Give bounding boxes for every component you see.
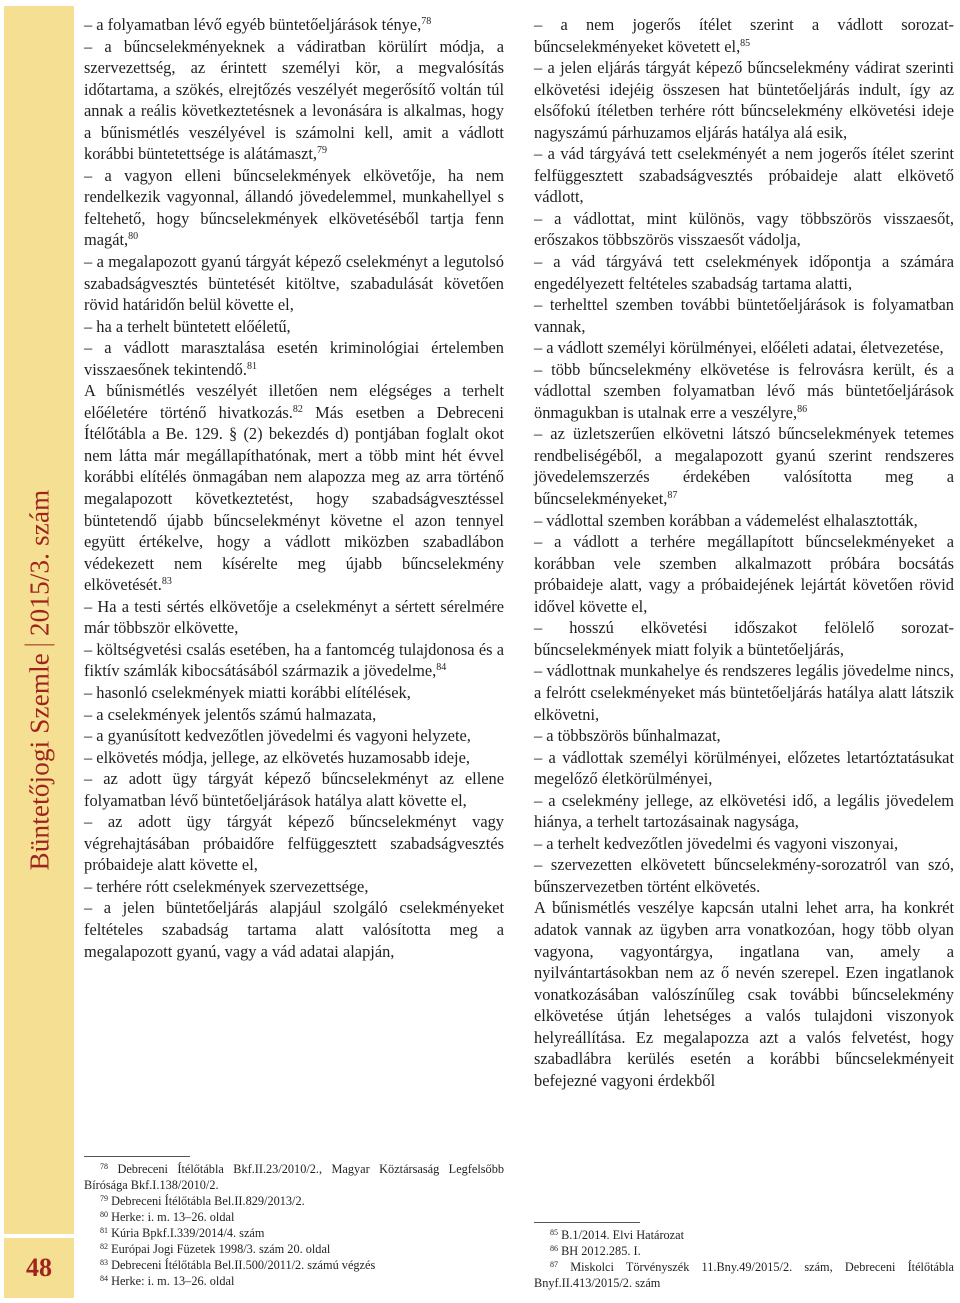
footnote-ref: 87 xyxy=(667,490,678,502)
paragraph xyxy=(534,660,954,725)
paragraph-text: – több bűncselekmény elkövetése is felrovásra került, és a vádlottal szemben folyamatban lévő más büntetőeljárások önmagukban is utalnak erre a veszélyre, xyxy=(534,359,954,422)
paragraph xyxy=(84,747,504,769)
footnote-text: Kúria Bpkf.I.339/2014/4. szám xyxy=(111,1226,265,1240)
footnote-text: BH 2012.285. I. xyxy=(561,1244,641,1258)
journal-separator xyxy=(25,644,55,645)
paragraph-text: A bűnismétlés veszélye kapcsán utalni lehet arra, ha konkrét adatok vannak az ügyben arra vonatkozóan, hogy több olyan vagyona, vagyontárgya, ingatlana van, amely a nyilvántartásokban nem az ő nevén szerepel. Ezen ingatlanok vonatkozásában valószínűleg csak további bűncselekmény elkövetése útján lehetséges a valós tulajdoni viszonyok helyreállítása. Ez megalapozza azt a valós felvetést, hogy szabadlábra kerülés esetén a korábbi bűncselekményeit befejezné vagyoni érdekből xyxy=(534,898,954,1090)
paragraph-text: – az adott ügy tárgyát képező bűncselekményt az ellene folyamatban lévő büntetőeljárások hatálya alatt követte el, xyxy=(84,769,504,810)
footnote-text: Debreceni Ítélőtábla Bel.II.500/2011/2. számú végzés xyxy=(111,1258,376,1272)
paragraph-text: – vádlottal szemben korábban a vádemelést elhalasztották, xyxy=(534,510,918,530)
paragraph-text: – terhelttel szemben további büntetőeljárások is folyamatban vannak, xyxy=(534,295,954,336)
paragraph xyxy=(84,36,504,165)
footnote-ref: 86 xyxy=(797,403,808,415)
paragraph xyxy=(84,337,504,380)
paragraph-text: – a többszörös bűnhalmazat, xyxy=(534,726,721,746)
paragraph xyxy=(84,380,504,595)
paragraph xyxy=(84,165,504,251)
paragraph xyxy=(534,854,954,897)
paragraph xyxy=(534,337,954,359)
paragraph-text: – a vádlottat, mint különös, vagy többszörös visszaesőt, erőszakos többszörös visszaesőt vádolja, xyxy=(534,208,954,250)
paragraph-text: Más esetben a Debreceni Ítélőtábla a Be. 129. § (2) bekezdés d) pontjában foglalt okot nem látta már megállapíthatónak, mert a több mint hét évvel korábbi elítélés önmagában nem alapozza meg az arra történő megalapozott következtetést, hogy szabadságvesztéssel büntetendő újabb bűncselekményt követne el azon tennyel együtt értékelve, hogy a vádlott miközben szabadlábon védekezett nem kísérelte meg újabb bűncselekmény elkövetését. xyxy=(84,402,504,595)
paragraph-text: – Ha a testi sértés elkövetője a cselekményt a sértett sérelmére már többször elkövette, xyxy=(84,596,504,638)
footnote-ref: 82 xyxy=(292,403,303,415)
paragraph xyxy=(534,251,954,294)
footnote-ref: 78 xyxy=(421,16,432,27)
paragraph xyxy=(534,747,954,790)
footnote-text: Herke: i. m. 13–26. oldal xyxy=(111,1210,235,1224)
paragraph-text: A bűnismétlés veszélyét illetően nem elégséges a terhelt előéletére történő hivatkozás. xyxy=(84,381,504,422)
paragraph-text: – terhére rótt cselekmények szervezettsége, xyxy=(84,876,369,896)
paragraph xyxy=(534,294,954,337)
paragraph xyxy=(534,208,954,251)
footnote-rule xyxy=(534,1222,640,1223)
paragraph-text: – a cselekmény jellege, az elkövetési idő, a legális jövedelem hiánya, a terhelt tartozásainak nagysága, xyxy=(534,790,954,832)
footnote-ref: 83 xyxy=(161,576,172,588)
footnote: $^{81}$ Kúria Bpkf.I.339/2014/4. szám xyxy=(100,1226,265,1240)
footnote: $^{82}$ Európai Jogi Füzetek 1998/3. szám 20. oldal xyxy=(100,1242,331,1256)
paragraph-text: – a vagyon elleni bűncselekmények elkövetője, ha nem rendelkezik vagyonnal, állandó jövedelemmel, munkahellyel s feltehető, hogy bűncselekmények elkövetéséből tartja fenn magát, xyxy=(84,165,504,250)
paragraph xyxy=(84,704,504,726)
footnote: $^{79}$ Debreceni Ítélőtábla Bel.II.829/2013/2. xyxy=(100,1194,305,1208)
paragraph-text: – hosszú elkövetési időszakot felölelő sorozat-bűncselekmények miatt folyik a büntetőeljárás, xyxy=(534,618,954,659)
paragraph xyxy=(534,531,954,617)
paragraph xyxy=(534,57,954,143)
paragraph xyxy=(84,14,504,36)
footnote-ref: 81 xyxy=(246,360,257,372)
paragraph-text: – a jelen eljárás tárgyát képező bűncselekmény vádirat szerinti elkövetési idejéig összesen hat büntetőeljárás indult, így az elsőfokú ítéletben terhére rótt bűncselekmény elkövetési ideje nagyszámú párhuzamos eljárás hatálya alá esik, xyxy=(534,58,954,142)
paragraph xyxy=(534,423,954,509)
paragraph-text: – a nem jogerős ítélet szerint a vádlott sorozat-bűncselekményeket követett el, xyxy=(534,15,954,56)
footnote-ref: 80 xyxy=(128,231,139,243)
paragraph-text: – költségvetési csalás esetében, ha a fantomcég tulajdonosa és a fiktív számlák kibocsátásából származik a jövedelme, xyxy=(84,639,504,681)
paragraph-text: – a cselekmények jelentős számú halmazata, xyxy=(84,704,377,724)
paragraph-text: – ha a terhelt büntetett előéletű, xyxy=(84,316,291,336)
paragraph-text: – az adott ügy tárgyát képező bűncselekményt vagy végrehajtásában próbaidőre felfüggesztett szabadságvesztés próbaideje alatt követte el, xyxy=(84,812,504,875)
paragraph xyxy=(84,639,504,682)
page-number: 48 xyxy=(26,1253,52,1282)
paragraph xyxy=(84,876,504,898)
footnotes-left xyxy=(84,1156,504,1289)
paragraph xyxy=(84,811,504,876)
paragraph-text: – a jelen büntetőeljárás alapjául szolgáló cselekményeket feltételes szabadság tartama alatt valósította meg a megalapozott gyanú, vagy a vád adatai alapján, xyxy=(84,898,504,961)
paragraph-text: – vádlottnak munkahelye és rendszeres legális jövedelme nincs, a felrótt cselekményeket más büntetőeljárás hatálya alatt látszik elkövetni, xyxy=(534,661,954,724)
paragraph-text: – a megalapozott gyanú tárgyát képező cselekményt a legutolsó szabadságvesztés büntetését kitöltve, szabadulását követően rövid határidőn belül követte el, xyxy=(84,252,504,315)
paragraph xyxy=(534,725,954,747)
paragraph xyxy=(84,897,504,962)
footnote: $^{86}$ BH 2012.285. I. xyxy=(550,1244,641,1258)
paragraph xyxy=(534,790,954,833)
paragraph-text: – a bűncselekményeknek a vádiratban körülírt módja, a szervezettség, az érintett személyi kör, a megvalósítás időtartama, a szökés, elrejtőzés veszélyét megerősítő voltán túl annak a reális következtetésnek a levonására is alkalmas, hogy a bűnismétlés veszélyével is számolni kell, amit a vádlott korábbi büntetettsége is alátámaszt, xyxy=(84,36,504,164)
paragraph-text: – a folyamatban lévő egyéb büntetőeljárások ténye, xyxy=(84,15,422,34)
footnote-text: Debreceni Ítélőtábla Bkf.II.23/2010/2., Magyar Köztársaság Legfelsőbb Bírósága Bkf.I.138/2010/2. xyxy=(84,1162,504,1192)
paragraph-text: – hasonló cselekmények miatti korábbi elítélések, xyxy=(84,682,411,702)
footnote-rule xyxy=(84,1156,190,1157)
paragraph xyxy=(84,725,504,747)
paragraph xyxy=(84,316,504,338)
paragraph-text: – a vád tárgyává tett cselekményét a nem jogerős ítélet szerint felfüggesztett szabadságvesztés próbaideje alatt elkövető vádlott, xyxy=(534,144,954,207)
paragraph xyxy=(534,510,954,532)
page-number-box xyxy=(4,1238,74,1298)
paragraph xyxy=(534,359,954,424)
paragraph-text: – a vádlott marasztalása esetén kriminológiai értelemben visszaesőnek tekintendő. xyxy=(84,338,504,379)
footnote-ref: 84 xyxy=(436,662,447,674)
paragraph-text: – a gyanúsított kedvezőtlen jövedelmi és vagyoni helyzete, xyxy=(84,726,471,746)
paragraph xyxy=(534,617,954,660)
paragraph-text: – a vádlott a terhére megállapított bűncselekményeket a korábban vele szemben alkalmazott próbára bocsátás próbaideje alatt, vagy a próbaidejének lejártát követően rövid idővel követte el, xyxy=(534,532,954,616)
journal-issue: 2015/3. szám xyxy=(24,489,55,637)
paragraph xyxy=(84,768,504,811)
footnote-text: Európai Jogi Füzetek 1998/3. szám 20. oldal xyxy=(111,1242,331,1256)
footnote-text: Herke: i. m. 13–26. oldal xyxy=(111,1274,235,1288)
right-column xyxy=(534,14,954,1091)
footnote: $^{87}$ Miskolci Törvényszék 11.Bny.49/2015/2. szám, Debreceni Ítélőtábla Bnyf.II.413/2015/2. szám xyxy=(534,1260,955,1290)
paragraph xyxy=(534,833,954,855)
footnote: $^{80}$ Herke: i. m. 13–26. oldal xyxy=(100,1210,235,1224)
paragraph xyxy=(84,682,504,704)
sidebar xyxy=(0,0,76,1303)
paragraph xyxy=(84,251,504,316)
paragraph-text: – az üzletszerűen elkövetni látszó bűncselekmények tetemes rendbeliségéből, a megalapozott gyanú szerint rendszeres jövedelemszerzés érdekében valósította meg a bűncselekményeket, xyxy=(534,424,954,509)
paragraph-text: – a vádlott személyi körülményei, előéleti adatai, életvezetése, xyxy=(534,338,944,358)
paragraph-text: – a terhelt kedvezőtlen jövedelmi és vagyoni viszonyai, xyxy=(534,833,899,853)
paragraph-text: – szervezetten elkövetett bűncselekmény-sorozatról van szó, bűnszervezetben történt elkövetés. xyxy=(534,855,954,896)
footnote: $^{85}$ B.1/2014. Elvi Határozat xyxy=(550,1228,685,1242)
footnote-text: Miskolci Törvényszék 11.Bny.49/2015/2. szám, Debreceni Ítélőtábla Bnyf.II.413/2015/2. szám xyxy=(534,1260,955,1290)
footnote-text: B.1/2014. Elvi Határozat xyxy=(561,1228,685,1242)
footnote: $^{83}$ Debreceni Ítélőtábla Bel.II.500/2011/2. számú végzés xyxy=(100,1258,376,1272)
journal-name: Büntetőjogi Szemle xyxy=(24,653,55,871)
paragraph-text: – a vádlottak személyi körülményei, előzetes letartóztatásukat megelőző életkörülményei, xyxy=(534,747,954,789)
footnote: $^{78}$ Debreceni Ítélőtábla Bkf.II.23/2010/2., Magyar Köztársaság Legfelsőbb Bírósága Bkf.I.138/2010/2. xyxy=(84,1162,504,1192)
paragraph xyxy=(534,14,954,57)
paragraph xyxy=(84,596,504,639)
footnote: $^{84}$ Herke: i. m. 13–26. oldal xyxy=(100,1274,235,1288)
paragraph-text: – a vád tárgyává tett cselekmények időpontja a számára engedélyezett feltételes szabadság tartama alatti, xyxy=(534,252,954,293)
footnote-ref: 85 xyxy=(740,37,751,49)
footnotes-right xyxy=(534,1222,954,1291)
footnote-text: Debreceni Ítélőtábla Bel.II.829/2013/2. xyxy=(111,1194,305,1208)
paragraph-text: – elkövetés módja, jellege, az elkövetés huzamosabb ideje, xyxy=(84,747,470,767)
left-column xyxy=(84,14,504,962)
footnote-ref: 79 xyxy=(317,145,328,157)
paragraph xyxy=(534,897,954,1091)
paragraph xyxy=(534,143,954,208)
